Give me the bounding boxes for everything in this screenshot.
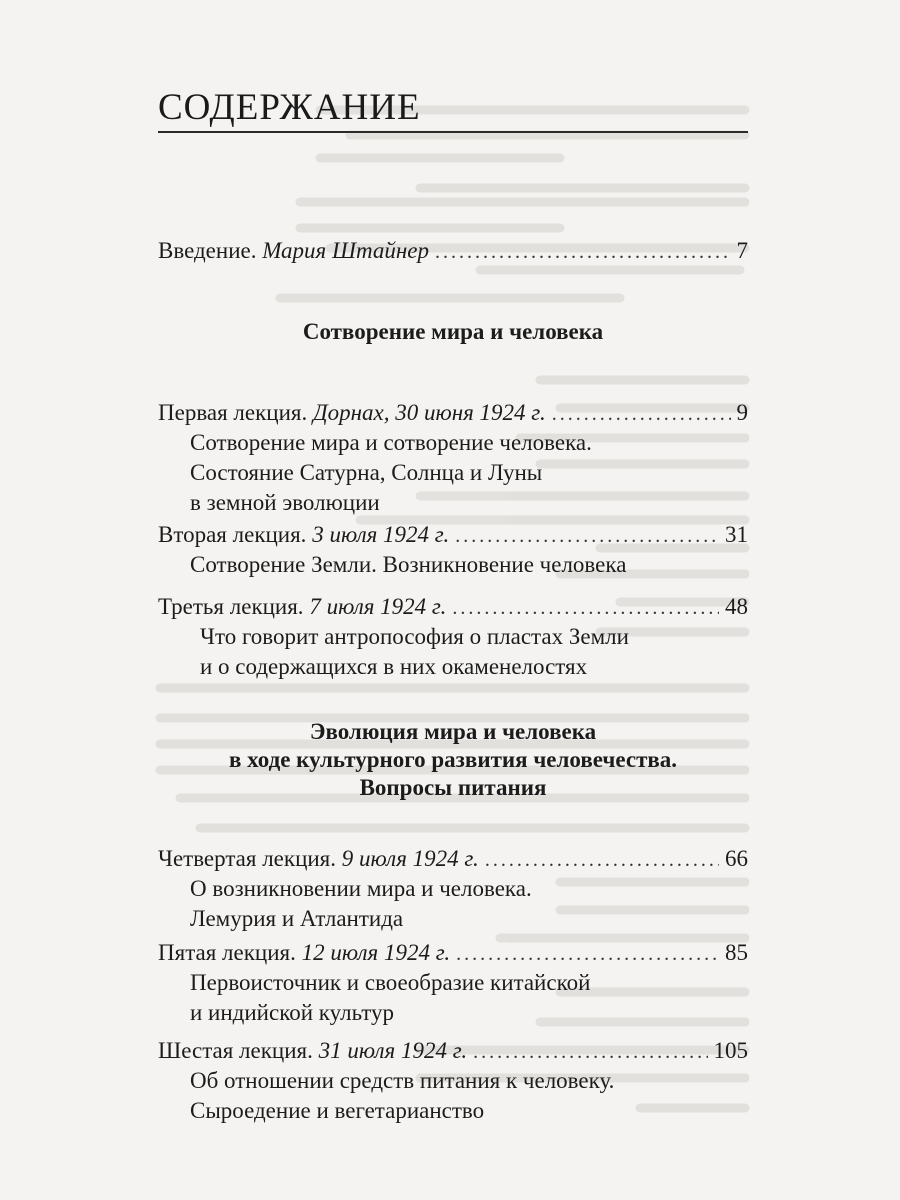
page-number: 66 xyxy=(725,846,748,871)
topic-line: Лемурия и Атлантида xyxy=(190,906,404,931)
entry-label: Вторая лекция. xyxy=(158,522,307,547)
section-heading-2-line-3: Вопросы питания xyxy=(359,775,547,800)
toc-entry-lecture-2 xyxy=(158,522,748,548)
toc-entry-intro xyxy=(158,238,748,264)
topic-line: Сотворение мира и сотворение человека. xyxy=(190,430,592,455)
entry-label: Введение. xyxy=(158,238,257,263)
entry-label: Первая лекция. xyxy=(158,400,308,425)
entry-date: 3 июля 1924 г. xyxy=(312,522,450,547)
dot-leader xyxy=(452,597,719,620)
toc-entry-lecture-6 xyxy=(158,1038,748,1064)
entry-date: 7 июля 1924 г. xyxy=(309,594,447,619)
page-title: СОДЕРЖАНИЕ xyxy=(158,87,421,128)
page-number: 105 xyxy=(713,1038,748,1063)
entry-author: Мария Штайнер xyxy=(262,238,429,263)
section-heading-2-line-2: в ходе культурного развития человечества. xyxy=(228,747,678,772)
entry-label: Шестая лекция. xyxy=(158,1038,313,1063)
dot-leader xyxy=(485,849,719,872)
topic-line: О возникновении мира и человека. xyxy=(190,876,532,901)
page-number: 9 xyxy=(736,400,748,425)
entry-date: Дорнах, 30 июня 1924 г. xyxy=(312,400,546,425)
entry-label: Третья лекция. xyxy=(158,594,304,619)
dot-leader xyxy=(473,1041,707,1064)
toc-entry-lecture-1 xyxy=(158,400,748,426)
topic-line: Об отношении средств питания к человеку. xyxy=(190,1068,615,1093)
topic-line: в земной эволюции xyxy=(190,490,380,515)
page-number: 31 xyxy=(725,522,748,547)
topic-line: Сыроедение и вегетарианство xyxy=(190,1098,485,1123)
topic-line: Сотворение Земли. Возникновение человека xyxy=(190,552,627,577)
toc-entry-lecture-3 xyxy=(158,594,748,620)
toc-entry-lecture-5 xyxy=(158,940,748,966)
entry-date: 9 июля 1924 г. xyxy=(341,846,479,871)
dot-leader xyxy=(435,241,731,264)
topic-line: и индийской культур xyxy=(190,1000,394,1025)
page-number: 48 xyxy=(725,594,748,619)
toc-entry-lecture-4 xyxy=(158,846,748,872)
topic-line: и о содержащихся в них окаменелостях xyxy=(200,654,588,679)
title-rule xyxy=(158,131,748,133)
entry-date: 12 июля 1924 г. xyxy=(301,940,451,965)
section-heading-1: Сотворение мира и человека xyxy=(302,319,604,344)
entry-date: 31 июля 1924 г. xyxy=(318,1038,468,1063)
topic-line: Что говорит антропософия о пластах Земли xyxy=(200,624,629,649)
topic-line: Первоисточник и своеобразие китайской xyxy=(190,970,591,995)
dot-leader xyxy=(552,403,731,426)
page-number: 7 xyxy=(736,238,748,263)
section-heading-2-line-1: Эволюция мира и человека xyxy=(309,719,597,744)
entry-label: Четвертая лекция. xyxy=(158,846,337,871)
dot-leader xyxy=(455,525,719,548)
topic-line: Состояние Сатурна, Солнца и Луны xyxy=(190,460,543,485)
page-number: 85 xyxy=(725,940,748,965)
dot-leader xyxy=(456,943,719,966)
entry-label: Пятая лекция. xyxy=(158,940,296,965)
